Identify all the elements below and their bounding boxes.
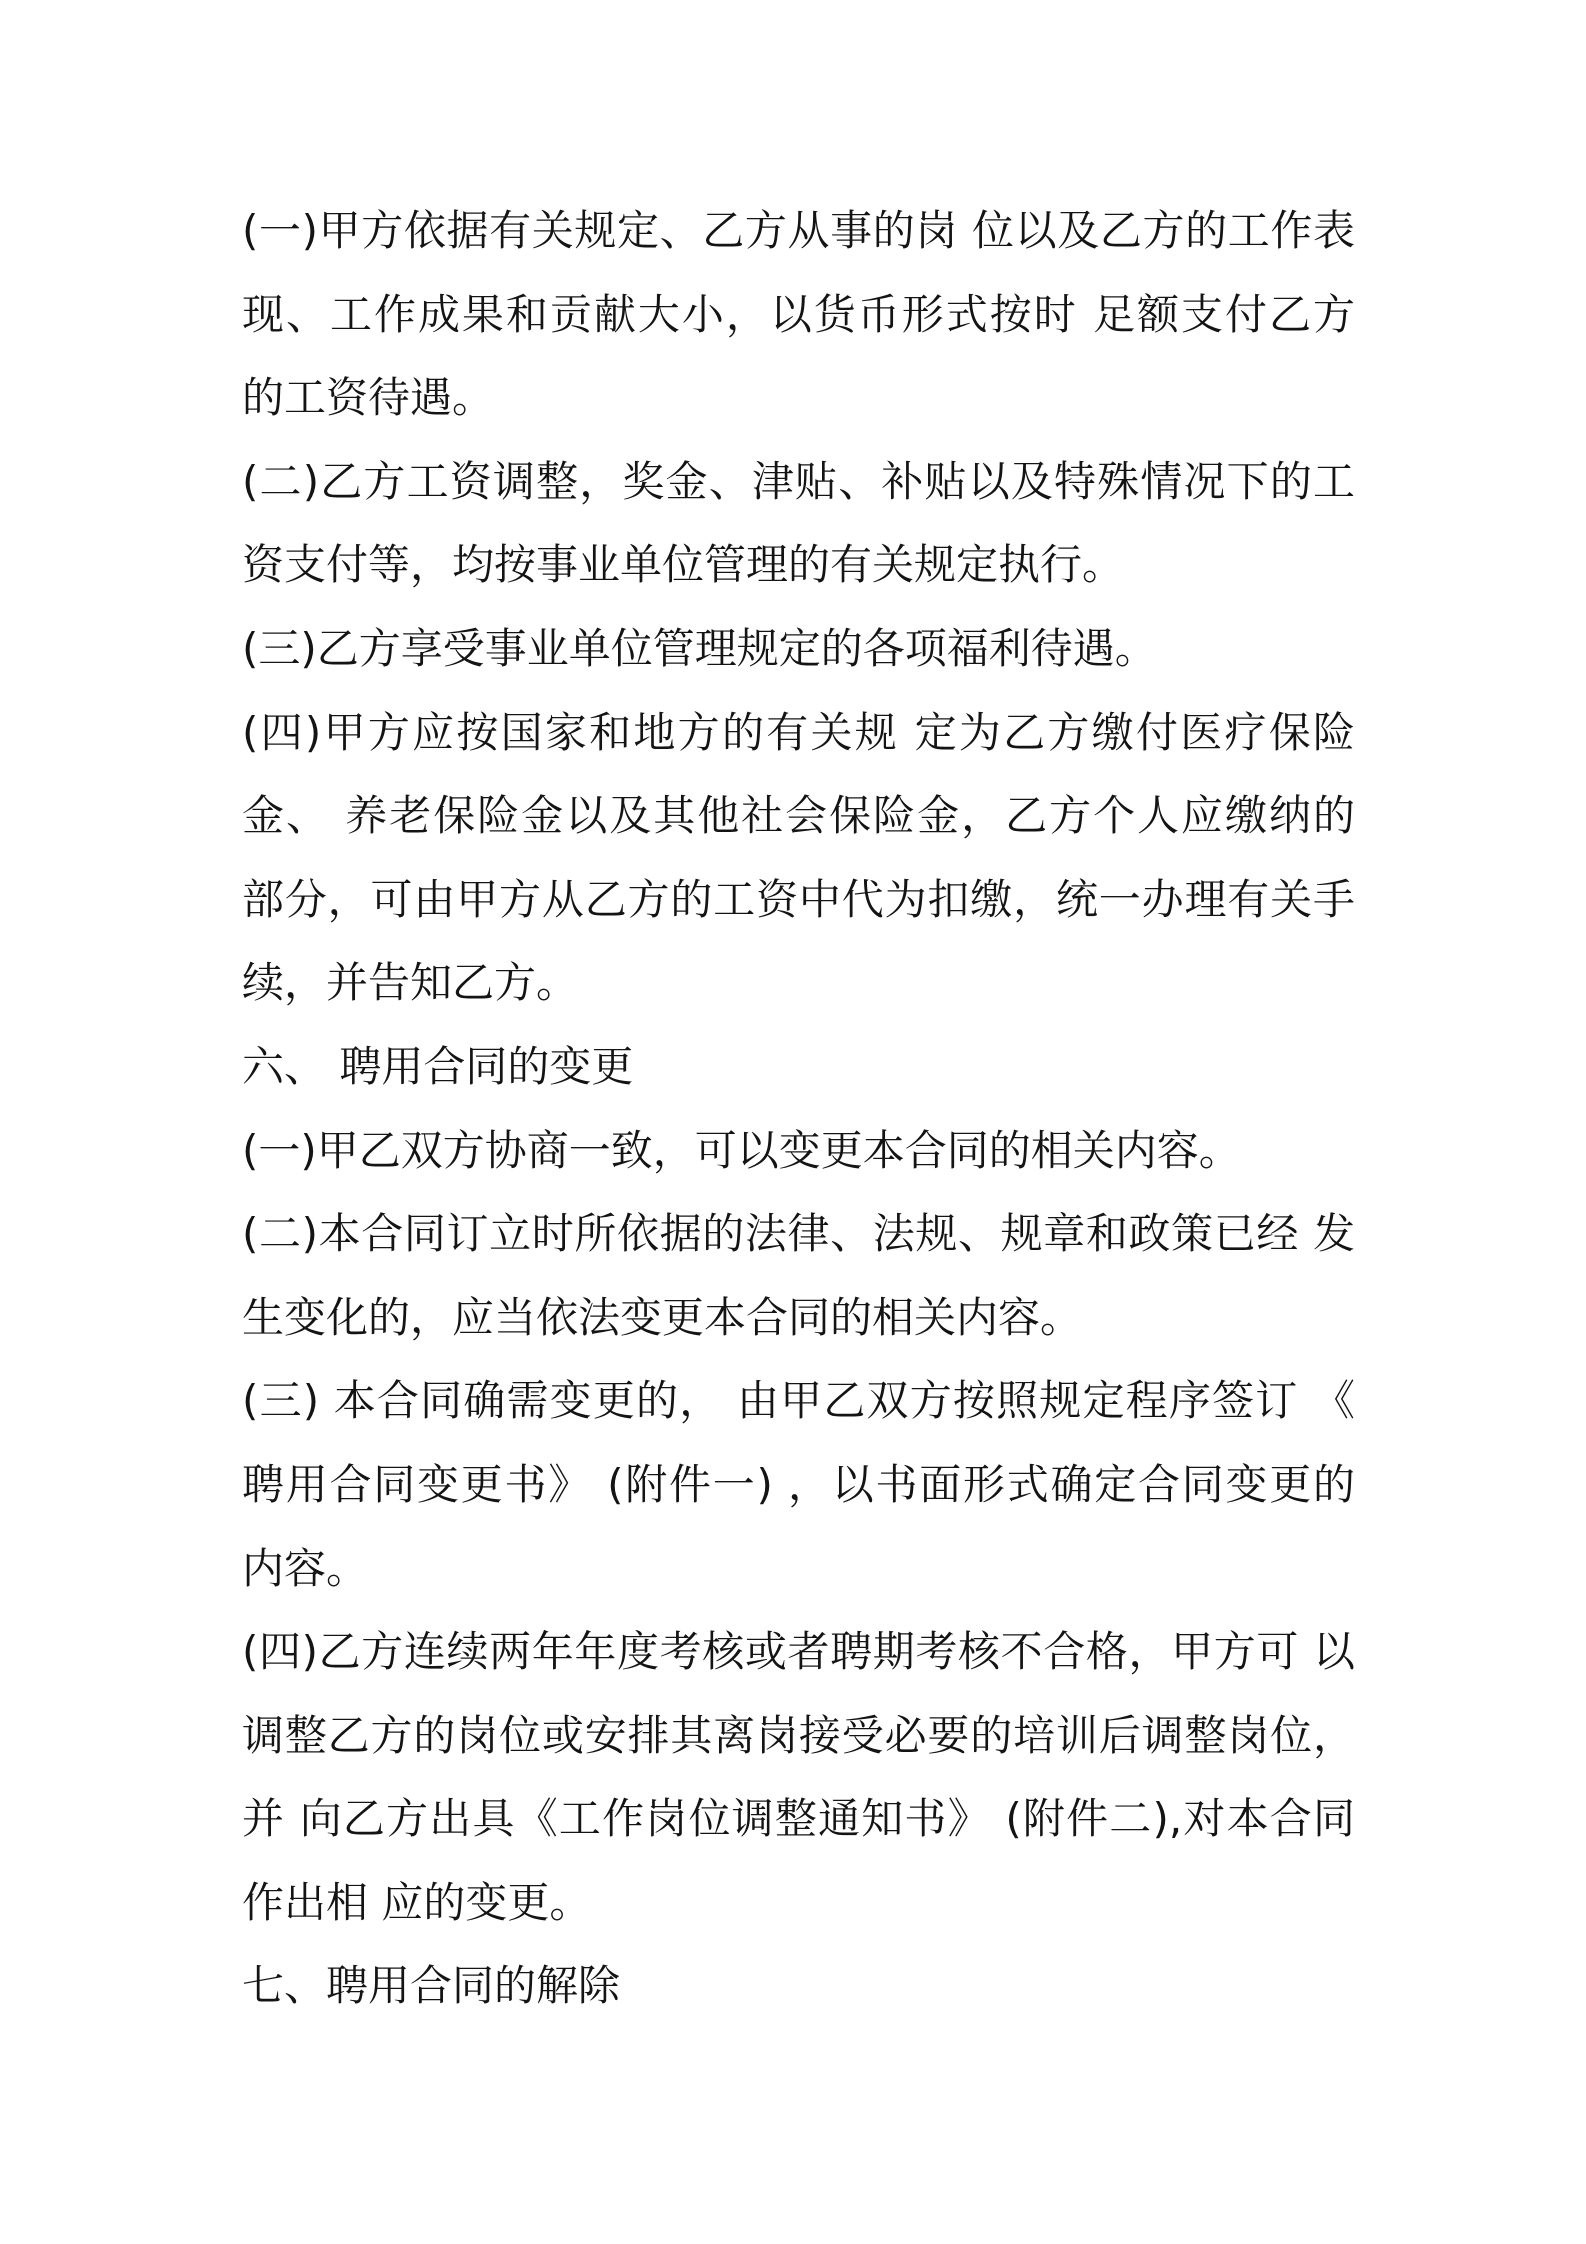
text-line: 的工资待遇。 bbox=[242, 373, 495, 423]
text-line: 并 向乙方出具《工作岗位调整通知书》 (附件二),对本合同 bbox=[242, 1794, 1355, 1844]
text-line: (一)甲乙双方协商一致，可以变更本合同的相关内容。 bbox=[242, 1125, 1241, 1175]
text-line: (二)乙方工资调整，奖金、津贴、补贴以及特殊情况下的工 bbox=[242, 456, 1355, 506]
text-line: (四)乙方连续两年年度考核或者聘期考核不合格，甲方可 以 bbox=[242, 1627, 1355, 1677]
text-line: (三)乙方享受事业单位管理规定的各项福利待遇。 bbox=[242, 623, 1157, 673]
text-line: 生变化的，应当依法变更本合同的相关内容。 bbox=[242, 1292, 1083, 1342]
text-line: 续，并告知乙方。 bbox=[242, 958, 579, 1008]
document-page bbox=[242, 189, 1355, 2028]
clause-paragraph bbox=[242, 607, 1355, 691]
clause-paragraph bbox=[242, 440, 1355, 607]
text-line: 作出相 应的变更。 bbox=[242, 1877, 592, 1927]
text-line: 部分，可由甲方从乙方的工资中代为扣缴，统一办理有关手 bbox=[242, 874, 1355, 924]
text-line: (二)本合同订立时所依据的法律、法规、规章和政策已经 发 bbox=[242, 1209, 1355, 1259]
text-line: (四)甲方应按国家和地方的有关规 定为乙方缴付医疗保险 bbox=[242, 707, 1355, 757]
clause-paragraph bbox=[242, 1192, 1355, 1359]
text-line: 内容。 bbox=[242, 1543, 369, 1593]
clause-paragraph bbox=[242, 1610, 1355, 1944]
text-line: 资支付等，均按事业单位管理的有关规定执行。 bbox=[242, 540, 1125, 590]
section-heading: 六、 聘用合同的变更 bbox=[242, 1041, 634, 1091]
section-heading: 七、聘用合同的解除 bbox=[242, 1961, 621, 2011]
text-line: (一)甲方依据有关规定、乙方从事的岗 位以及乙方的工作表 bbox=[242, 206, 1355, 255]
clause-paragraph bbox=[242, 691, 1355, 1025]
text-line: (三) 本合同确需变更的， 由甲乙双方按照规定程序签订 《 bbox=[242, 1376, 1355, 1426]
text-line: 调整乙方的岗位或安排其离岗接受必要的培训后调整岗位， bbox=[242, 1710, 1355, 1760]
clause-paragraph bbox=[242, 1359, 1355, 1610]
clause-paragraph bbox=[242, 189, 1355, 440]
text-line: 金、 养老保险金以及其他社会保险金，乙方个人应缴纳的 bbox=[242, 791, 1355, 841]
clause-paragraph bbox=[242, 1109, 1355, 1193]
text-line: 现、工作成果和贡献大小，以货币形式按时 足额支付乙方 bbox=[242, 289, 1355, 339]
text-line: 聘用合同变更书》 (附件一) ，以书面形式确定合同变更的 bbox=[242, 1459, 1355, 1509]
